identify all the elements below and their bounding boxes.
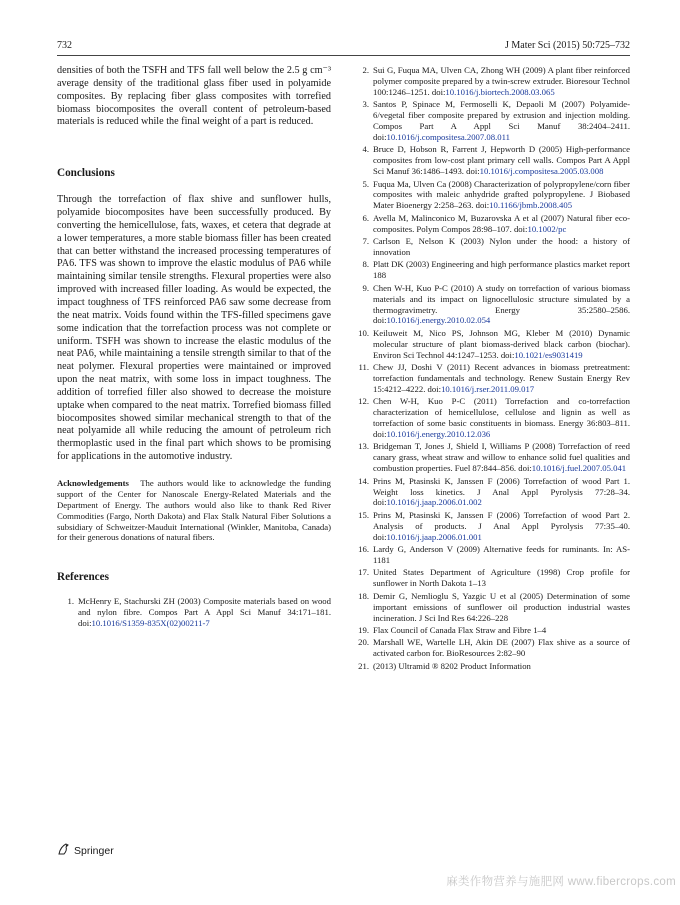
- reference-citation: Bruce D, Hobson R, Farrent J, Hepworth D (2005) High-performance composites from low-cost plant primary cell walls. Compos Part A Appl Sci Manuf 36:1486–1493. doi:: [373, 144, 630, 177]
- reference-number: 18.: [358, 590, 369, 601]
- reference-text: [373, 283, 630, 327]
- publisher-name: Springer: [74, 844, 114, 857]
- reference-text: [373, 544, 630, 566]
- acknowledgements-paragraph: [57, 478, 331, 543]
- watermark: 麻类作物营养与施肥网 www.fibercrops.com: [446, 876, 676, 888]
- reference-number: 2.: [362, 65, 369, 75]
- doi-link[interactable]: 10.1016/S1359-835X(02)00211-7: [91, 618, 210, 629]
- reference-number: 16.: [358, 544, 369, 555]
- references-list-left: [57, 596, 331, 629]
- reference-text: [373, 328, 630, 361]
- reference-number: 10.: [358, 327, 369, 338]
- reference-citation: Sui G, Fuqua MA, Ulven CA, Zhong WH (2009) A plant fiber reinforced polymer composite prepared by a twin-screw extruder. Bioresour Technol 100:1246–1251. doi:: [373, 65, 630, 97]
- doi-link[interactable]: 10.1016/j.jaap.2006.01.001: [386, 531, 482, 542]
- reference-citation: Carlson E, Nelson K (2003) Nylon under the hood: a history of innovation: [373, 236, 630, 257]
- reference-number: 11.: [358, 362, 369, 373]
- reference-text: [373, 661, 630, 672]
- reference-item: [352, 661, 630, 672]
- reference-item: [352, 625, 630, 636]
- reference-text: [373, 567, 630, 589]
- reference-item: [352, 328, 630, 361]
- conclusions-paragraph: Through the torrefaction of flax shive and sunflower hulls, polyamide biocomposites have been successfully produced. By converting the hemicellulose, fats, waxes, et cetera that degrade at a lower temperatures, a more stable biomass filler has been created that can better withstand the increased processing temperatures of PA6. TFS was shown to improve the elastic modulus of PA6 while maintaining similar tensile strengths. Flexural properties were also improved with increased filler loading. As would be expected, the impact toughness of TFS reinforced PA6 saw some decrease from the neat matrix. Voids found within the TFS-filled specimens gave some indication that the torrefaction process was not complete or uniform. TSFH was shown to increase the elastic modulus of the neat PA6, while maintaining a tensile strength similar to that of the neat polymer. Flexural properties were maintained or improved upon the neat matrix, with some loss in impact toughness. The addition of torrefied filler also showed to decrease the moisture uptake when compared to the neat matrix. Torrefied biomass filled biocomposites showed similar mechanical strength to that of the neat polyamide all while reducing the amount of petroleum rich thermoplastic used in the final part which shows to be promising for applications in the automotive industry.: [57, 194, 331, 463]
- reference-number: 6.: [362, 212, 369, 223]
- reference-citation: Santos P, Spinace M, Fermoselli K, Depaoli M (2007) Polyamide-6/vegetal fiber composite prepared by extrusion and injection molding. Compos Part A Appl Sci Manuf 38:2404–2411. doi:: [373, 99, 630, 142]
- reference-text: [373, 476, 630, 509]
- reference-item: [352, 510, 630, 543]
- reference-citation: McHenry E, Stachurski ZH (2003) Composite materials based on wood and nylon fibre. Compos Part A Appl Sci Manuf 34:171–181. doi:: [78, 596, 331, 629]
- reference-item: [352, 283, 630, 327]
- reference-text: [373, 99, 630, 143]
- doi-link[interactable]: 10.1016/j.biortech.2008.03.065: [445, 86, 555, 97]
- reference-text: [373, 236, 630, 258]
- doi-link[interactable]: 10.1016/j.compositesa.2005.03.008: [479, 166, 604, 177]
- reference-number: 5.: [362, 178, 369, 189]
- page-number: 732: [57, 40, 72, 51]
- reference-text: [373, 591, 630, 624]
- reference-text: [373, 144, 630, 177]
- doi-link[interactable]: 10.1016/j.energy.2010.02.054: [386, 315, 491, 326]
- reference-number: 14.: [358, 475, 369, 486]
- doi-link[interactable]: 10.1016/j.rser.2011.09.017: [441, 383, 535, 394]
- reference-text: [373, 65, 630, 98]
- reference-number: 4.: [362, 144, 369, 155]
- reference-text: [78, 596, 331, 629]
- reference-number: 3.: [362, 99, 369, 110]
- acknowledgements-label: Acknowledgements: [57, 477, 129, 488]
- reference-number: 8.: [362, 259, 369, 270]
- intro-paragraph: densities of both the TSFH and TFS fall well below the 2.5 g cm⁻³ average density of the traditional glass fiber used in polyamide composites. By replacing fiber glass composites with torrefied biomass biocomposites the overall content of petroleum-based materials is reduced while the final weight of a part is reduced.: [57, 65, 331, 128]
- reference-number: 17.: [358, 567, 369, 578]
- springer-horse-icon: [57, 842, 71, 859]
- reference-text: [373, 510, 630, 543]
- reference-number: 13.: [358, 441, 369, 452]
- reference-citation: United States Department of Agriculture (1998) Crop profile for sunflower in North Dakota 1–13: [373, 567, 630, 589]
- footer: [57, 842, 114, 859]
- reference-citation: Demir G, Nemlioglu S, Yazgic U et al (2005) Determination of some important emissions of sunflower oil production industrial wastes incineration. J Sci Ind Res 64:226–228: [373, 590, 630, 623]
- conclusions-heading: Conclusions: [57, 167, 115, 180]
- reference-citation: Prins M, Ptasinski K, Janssen F (2006) Torrefaction of wood Part 1. Weight loss kinetics. J Anal Appl Pyrolysis 77:28–34. doi:: [373, 475, 630, 508]
- right-column: [352, 65, 630, 673]
- reference-text: [373, 637, 630, 659]
- references-list-right: [352, 65, 630, 672]
- reference-number: 12.: [358, 396, 369, 407]
- reference-citation: Lardy G, Anderson V (2009) Alternative feeds for ruminants. In: AS-1181: [373, 544, 630, 565]
- reference-text: [373, 441, 630, 474]
- reference-number: 21.: [358, 660, 369, 671]
- reference-item: [57, 596, 331, 629]
- reference-item: [352, 567, 630, 589]
- reference-number: 19.: [358, 624, 369, 635]
- reference-item: [352, 544, 630, 566]
- reference-item: [352, 144, 630, 177]
- header-rule: [57, 55, 630, 56]
- reference-citation: Chen W-H, Kuo P-C (2010) A study on torrefaction of various biomass materials and its impact on lignocellulosic structure simulated by a thermogravimetry. Energy 35:2580–2586. doi:: [373, 282, 630, 326]
- reference-text: [373, 213, 630, 235]
- reference-citation: Platt DK (2003) Engineering and high performance plastics market report 188: [373, 259, 630, 281]
- reference-citation: Fuqua Ma, Ulven Ca (2008) Characterization of polypropylene/corn fiber composites with maleic anhydride grafted polypropylene. J Biobased Mater Bioenergy 2:258–263. doi:: [373, 178, 630, 211]
- reference-item: [352, 441, 630, 474]
- reference-item: [352, 591, 630, 624]
- reference-item: [352, 99, 630, 143]
- reference-text: [373, 179, 630, 212]
- reference-item: [352, 259, 630, 281]
- reference-item: [352, 396, 630, 440]
- reference-citation: Avella M, Malinconico M, Buzarovska A et al (2007) Natural fiber eco-composites. Polym Compos 28:98–107. doi:: [373, 212, 630, 234]
- reference-text: [373, 259, 630, 281]
- reference-item: [352, 637, 630, 659]
- reference-citation: Chen W-H, Kuo P-C (2011) Torrefaction and co-torrefaction characterization of hemicellulose, cellulose and lignin as well as torrefaction of some basic constituents in biomass. Energy 36:803–811. doi:: [373, 396, 630, 439]
- reference-item: [352, 476, 630, 509]
- doi-link[interactable]: 10.1016/j.jaap.2006.01.002: [386, 497, 482, 508]
- journal-citation: J Mater Sci (2015) 50:725–732: [505, 40, 630, 51]
- reference-text: [373, 625, 630, 636]
- reference-citation: Keiluweit M, Nico PS, Johnson MG, Kleber M (2010) Dynamic molecular structure of plant biomass-derived black carbon (biochar). Environ Sci Technol 44:1247–1253. doi:: [373, 327, 630, 360]
- reference-citation: (2013) Ultramid ® 8202 Product Information: [373, 660, 531, 671]
- reference-number: 15.: [358, 509, 369, 520]
- reference-citation: Flax Council of Canada Flax Straw and Fibre 1–4: [373, 624, 547, 635]
- acknowledgements-text: The authors would like to acknowledge the funding support of the Center for Nanoscale Energy-Related Materials and the Department of Energy. The authors would also like to thank Red River Commodities (Fargo, North Dakota) and Flax Stalk Natural Fiber Solutions a subsidiary of Schweitzer-Mauduit International (Winkler, Manitoba, Canada) for their generous donations of natural fibers.: [57, 477, 331, 543]
- reference-citation: Marshall WE, Wartelle LH, Akin DE (2007) Flax shive as a source of activated carbon for. BioResources 2:82–90: [373, 637, 630, 659]
- reference-number: 20.: [358, 637, 369, 648]
- reference-item: [352, 65, 630, 98]
- reference-item: [352, 179, 630, 212]
- reference-citation: Prins M, Ptasinski K, Janssen F (2006) Torrefaction of wood Part 2. Analysis of products. J Anal Appl Pyrolysis 77:35–40. doi:: [373, 509, 630, 542]
- left-column: [57, 65, 331, 631]
- reference-item: [352, 362, 630, 395]
- reference-item: [352, 236, 630, 258]
- doi-link[interactable]: 10.1166/jbmb.2008.405: [489, 200, 573, 211]
- reference-text: [373, 396, 630, 440]
- reference-item: [352, 213, 630, 235]
- doi-link[interactable]: 10.1002/pc: [527, 223, 567, 234]
- references-heading: References: [57, 571, 109, 584]
- reference-citation: Chew JJ, Doshi V (2011) Recent advances in biomass pretreatment: torrefaction fundamentals and technology. Renew Sustain Energy Rev 15:4212–4222. doi:: [373, 362, 630, 394]
- doi-link[interactable]: 10.1021/es9031419: [514, 349, 583, 360]
- reference-number: 1.: [67, 596, 74, 607]
- doi-link[interactable]: 10.1016/j.energy.2010.12.036: [386, 429, 491, 439]
- doi-link[interactable]: 10.1016/j.compositesa.2007.08.011: [386, 131, 510, 142]
- reference-number: 9.: [362, 282, 369, 293]
- reference-text: [373, 362, 630, 395]
- reference-citation: Bridgeman T, Jones J, Shield I, Williams P (2008) Torrefaction of reed canary grass, wheat straw and willow to enhance solid fuel qualities and combustion properties. Fuel 87:844–856. doi:: [373, 441, 630, 474]
- reference-number: 7.: [362, 236, 369, 247]
- doi-link[interactable]: 10.1016/j.fuel.2007.05.041: [531, 463, 627, 474]
